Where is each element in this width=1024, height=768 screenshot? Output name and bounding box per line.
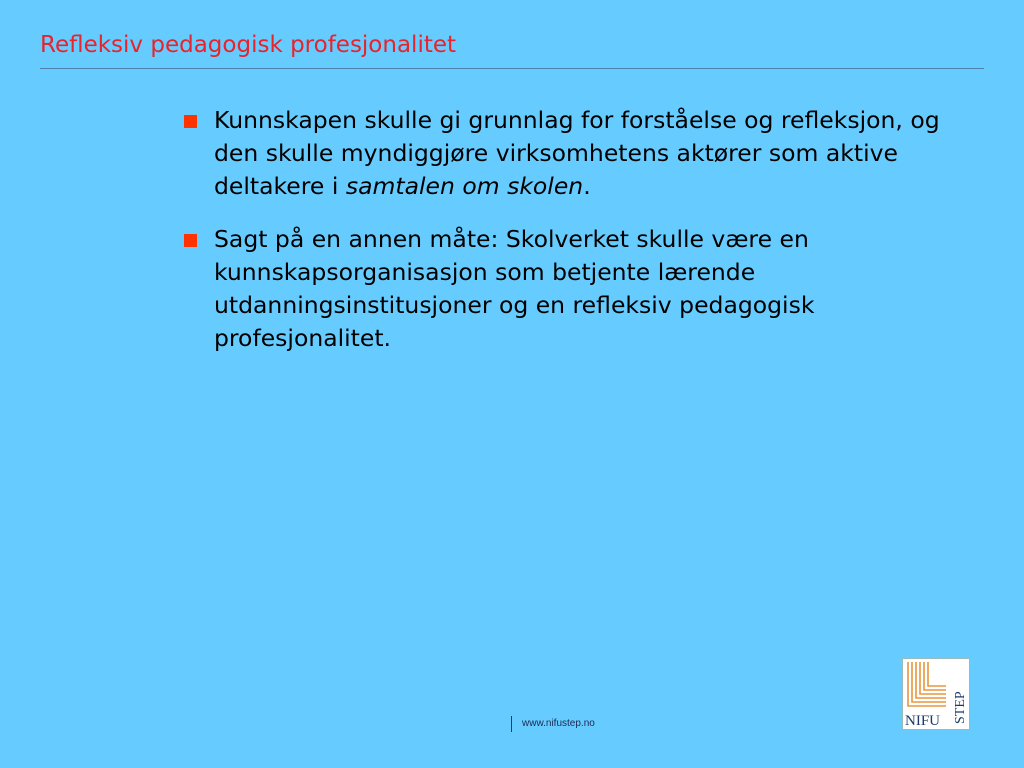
- bullet-text: Kunnskapen skulle gi grunnlag for forståelse og refleksjon, og den skulle myndiggjøre virksomhetens aktører som aktive deltakere i samtalen om skolen.: [214, 106, 940, 200]
- title-divider: [40, 68, 984, 69]
- square-bullet-icon: [184, 115, 197, 128]
- bullet-list: [182, 104, 972, 375]
- bullet-text: Sagt på en annen måte: Skolverket skulle være en kunnskapsorganisasjon som betjente lærende utdanningsinstitusjoner og en refleksiv pedagogisk profesjonalitet.: [214, 225, 815, 352]
- footer-separator: [511, 716, 512, 732]
- footer-url: www.nifustep.no: [522, 718, 595, 729]
- bullet-emphasis: samtalen om skolen: [345, 172, 584, 200]
- logo-text-nifu: NIFU: [905, 713, 941, 729]
- square-bullet-icon: [184, 234, 197, 247]
- bullet-item: [182, 104, 972, 203]
- bullet-item: [182, 223, 972, 355]
- logo-text-step: STEP: [953, 691, 968, 724]
- nifu-step-logo: [902, 658, 970, 730]
- slide-title: Refleksiv pedagogisk profesjonalitet: [40, 32, 457, 58]
